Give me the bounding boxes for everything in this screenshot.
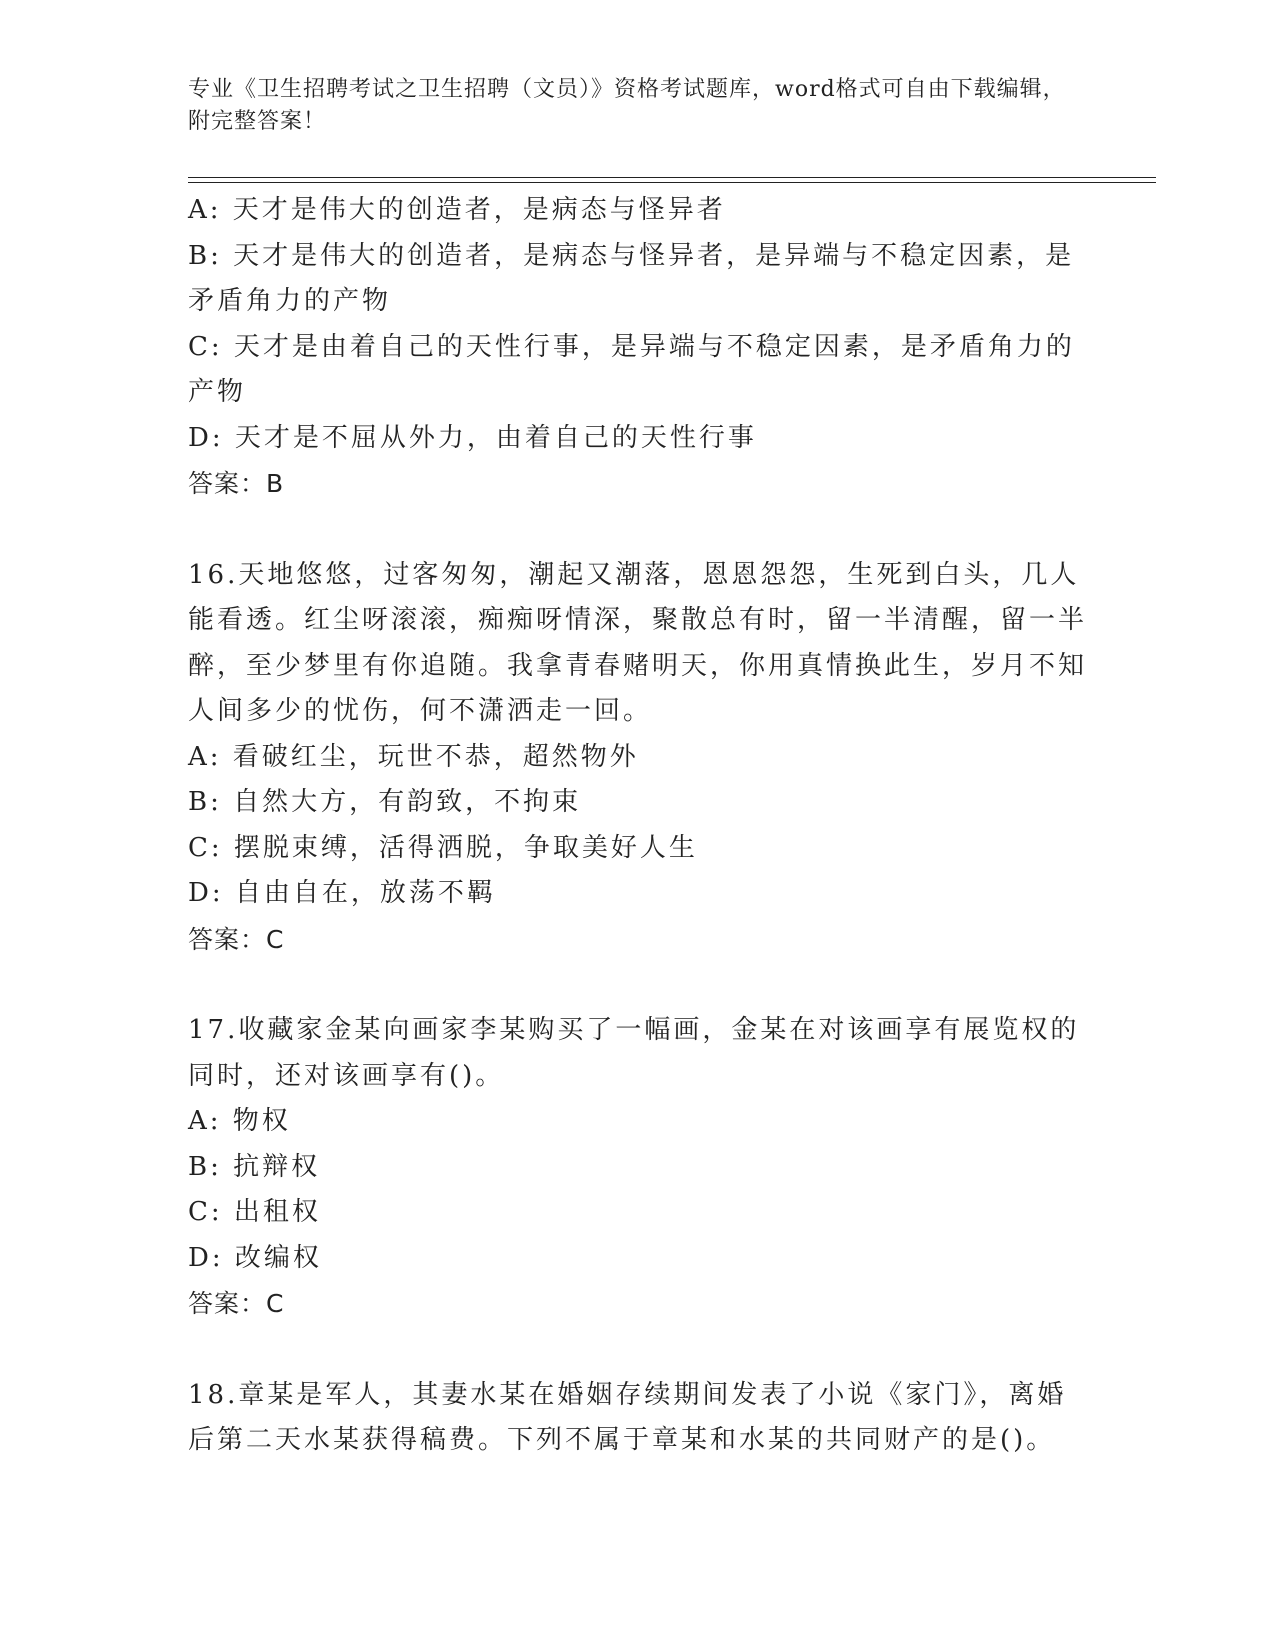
question-stem: 16.天地悠悠，过客匆匆，潮起又潮落，恩恩怨怨，生死到白头，几人能看透。红尘呀滚滚，痴痴呀情深，聚散总有时，留一半清醒，留一半醉，至少梦里有你追随。我拿青春赌明天，你用真情换此生，岁月不知人间多少的忧伤，何不潇洒走一回。 — [188, 559, 1088, 726]
option-a: A: 看破红尘，玩世不恭，超然物外 — [188, 741, 639, 772]
header-divider-top — [188, 177, 1156, 178]
question-spacer — [188, 962, 1088, 1008]
answer: 答案：B — [188, 469, 285, 498]
question-spacer — [188, 1327, 1088, 1373]
answer: 答案：C — [188, 924, 285, 954]
option-b: B: 自然大方，有韵致，不拘束 — [188, 787, 582, 817]
question-content — [188, 188, 1088, 1464]
question-spacer — [188, 507, 1088, 553]
document-header: 专业《卫生招聘考试之卫生招聘（文员）》资格考试题库，word格式可自由下载编辑，附完整答案！ — [188, 77, 1066, 134]
option-b: B: 抗辩权 — [188, 1151, 321, 1182]
question-17 — [188, 1008, 1088, 1327]
option-c: C: 摆脱束缚，活得洒脱，争取美好人生 — [188, 832, 698, 863]
option-d: D: 改编权 — [188, 1242, 322, 1273]
option-d: D: 天才是不屈从外力，由着自己的天性行事 — [188, 422, 757, 453]
question-16 — [188, 553, 1088, 963]
option-a: A: 天才是伟大的创造者，是病态与怪异者 — [188, 195, 726, 225]
question-stem: 17.收藏家金某向画家李某购买了一幅画，金某在对该画享有展览权的同时，还对该画享有()。 — [188, 1015, 1080, 1091]
option-b: B: 天才是伟大的创造者，是病态与怪异者，是异端与不稳定因素，是矛盾角力的产物 — [188, 240, 1075, 316]
question-stem: 18.章某是军人，其妻水某在婚姻存续期间发表了小说《家门》，离婚后第二天水某获得稿费。下列不属于章某和水某的共同财产的是()。 — [188, 1379, 1067, 1455]
option-c: C: 出租权 — [188, 1197, 321, 1227]
option-a: A: 物权 — [188, 1106, 291, 1136]
answer: 答案：C — [188, 1289, 285, 1318]
question-18 — [188, 1373, 1088, 1464]
question-15 — [188, 188, 1088, 507]
option-d: D: 自由自在，放荡不羁 — [188, 878, 496, 908]
option-c: C: 天才是由着自己的天性行事，是异端与不稳定因素，是矛盾角力的产物 — [188, 331, 1075, 407]
header-divider-bottom — [188, 182, 1156, 183]
